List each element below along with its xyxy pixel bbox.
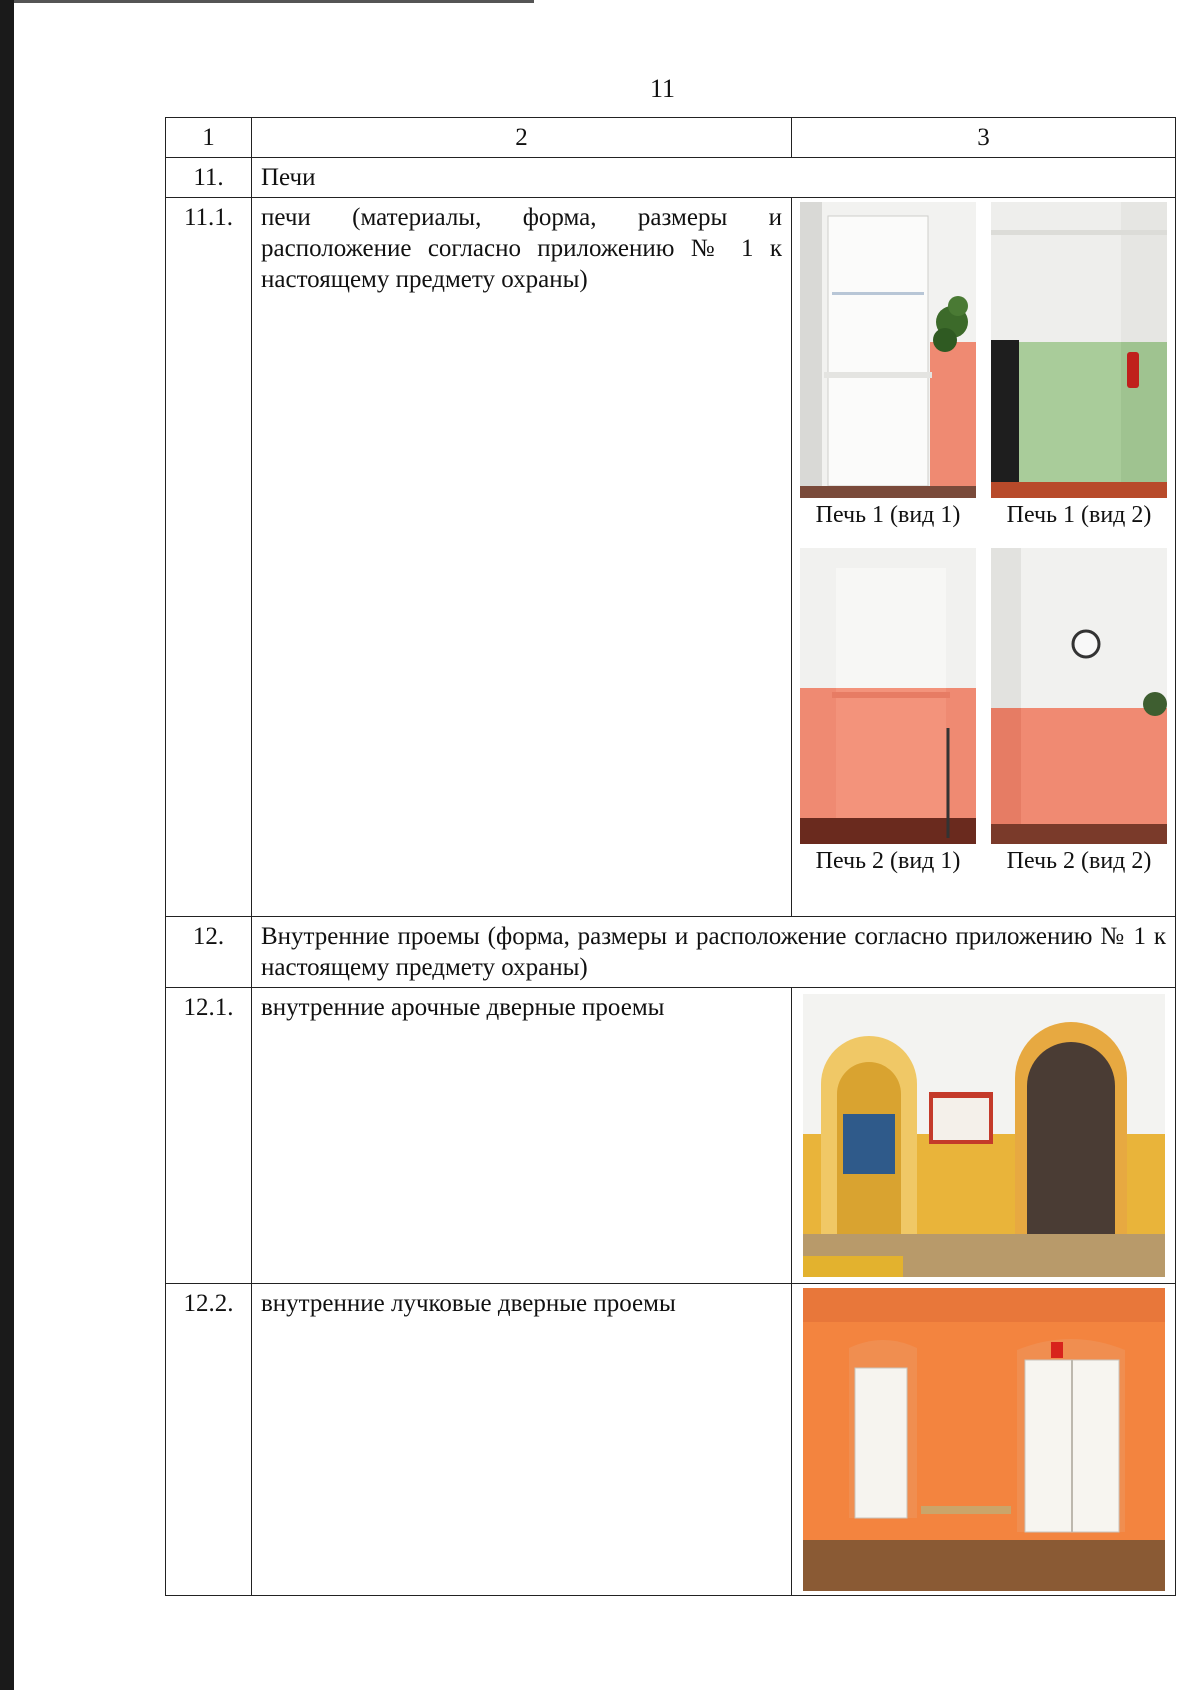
photo-caption: Печь 1 (вид 2) (1006, 502, 1152, 528)
photo-card (991, 202, 1167, 532)
stove-1-view-1-photo (800, 202, 976, 498)
row-text: внутренние арочные дверные проемы (252, 988, 792, 1284)
table-row (166, 1284, 1176, 1596)
row-text: Печи (252, 158, 1176, 198)
row-number: 12.2. (166, 1284, 252, 1596)
row-text: Внутренние проемы (форма, размеры и расположение согласно приложению № 1 к настоящему предмету охраны) (252, 917, 1176, 988)
table-row (166, 158, 1176, 198)
row-number: 12. (166, 917, 252, 988)
table-row (166, 988, 1176, 1284)
table-row (166, 917, 1176, 988)
photo-card (800, 548, 976, 878)
photo-caption: Печь 2 (вид 1) (815, 848, 961, 874)
protection-table (165, 117, 1176, 1596)
photo-caption: Печь 1 (вид 1) (815, 502, 961, 528)
arched-doorways-photo (803, 994, 1165, 1277)
page-number: 11 (649, 74, 676, 103)
row-number: 11.1. (166, 198, 252, 917)
row-text: внутренние лучковые дверные проемы (252, 1284, 792, 1596)
stove-2-view-1-photo (800, 548, 976, 844)
scan-top-edge (14, 0, 534, 3)
photo-caption: Печь 2 (вид 2) (1006, 848, 1152, 874)
header-col-1: 1 (166, 118, 252, 158)
photo-cell (792, 988, 1176, 1284)
table-row (166, 198, 1176, 917)
header-col-2: 2 (252, 118, 792, 158)
row-number: 11. (166, 158, 252, 198)
photo-cell (792, 198, 1176, 917)
photo-card (800, 202, 976, 532)
stove-2-view-2-photo (991, 548, 1167, 844)
header-row (166, 118, 1176, 158)
photo-cell (792, 1284, 1176, 1596)
segmental-doorways-photo (803, 1288, 1165, 1591)
row-number: 12.1. (166, 988, 252, 1284)
photo-card (991, 548, 1167, 878)
scan-edge (0, 0, 14, 1690)
header-col-3: 3 (792, 118, 1176, 158)
stove-1-view-2-photo (991, 202, 1167, 498)
row-text: печи (материалы, форма, размеры и расположение согласно приложению № 1 к настоящему предмету охраны) (252, 198, 792, 917)
